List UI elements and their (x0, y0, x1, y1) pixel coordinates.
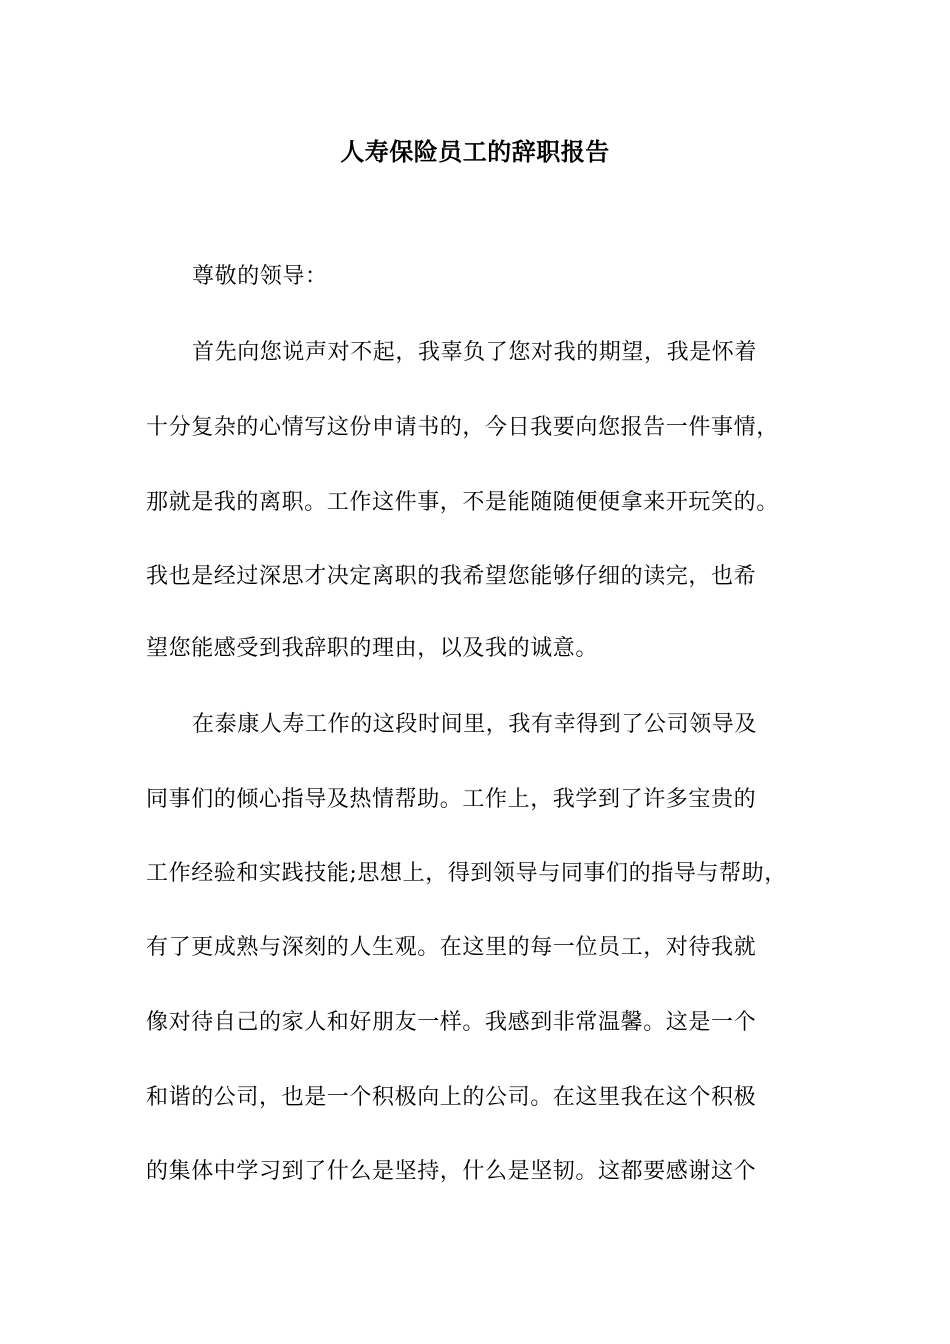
body-line: 在泰康人寿工作的这段时间里，我有幸得到了公司领导及 (192, 712, 758, 737)
body-line: 首先向您说声对不起，我辜负了您对我的期望，我是怀着 (192, 340, 758, 365)
body-line: 十分复杂的心情写这份申请书的，今日我要向您报告一件事情， (146, 415, 779, 440)
body-line: 我也是经过深思才决定离职的我希望您能够仔细的读完，也希 (146, 564, 757, 589)
body-line: 像对待自己的家人和好朋友一样。我感到非常温馨。这是一个 (146, 1010, 757, 1035)
body-line: 那就是我的离职。工作这件事，不是能随随便便拿来开玩笑的。 (146, 490, 779, 515)
body-line: 工作经验和实践技能;思想上，得到领导与同事们的指导与帮助， (146, 861, 787, 886)
body-line: 望您能感受到我辞职的理由，以及我的诚意。 (146, 636, 599, 661)
body-line: 有了更成熟与深刻的人生观。在这里的每一位员工，对待我就 (146, 935, 757, 960)
body-line: 同事们的倾心指导及热情帮助。工作上，我学到了许多宝贵的 (146, 787, 757, 812)
document-title: 人寿保险员工的辞职报告 (340, 137, 610, 166)
salutation-line: 尊敬的领导： (192, 264, 328, 289)
body-line: 和谐的公司，也是一个积极向上的公司。在这里我在这个积极 (146, 1085, 757, 1110)
body-line: 的集体中学习到了什么是坚持，什么是坚韧。这都要感谢这个 (146, 1159, 757, 1184)
